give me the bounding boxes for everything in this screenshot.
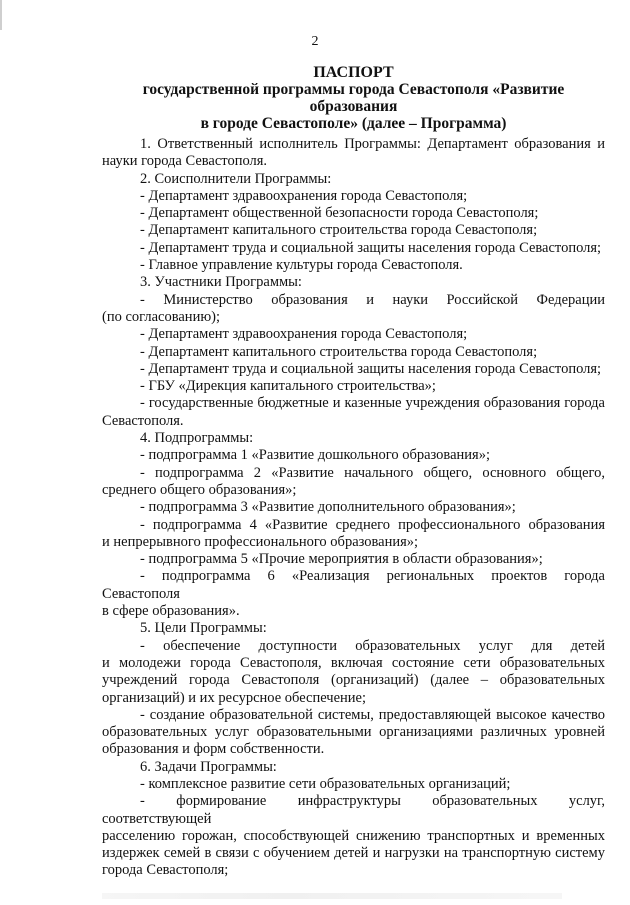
scan-edge-mark — [0, 0, 2, 30]
text-line: издержек семей в связи с обучением детей и нагрузки на транспортную систему — [102, 845, 605, 862]
title-line-1: ПАСПОРТ — [313, 64, 394, 81]
text-line: - Департамент общественной безопасности города Севастополя; — [140, 205, 539, 222]
text-line: - обеспечение доступности образовательных услуг для детей — [140, 637, 605, 654]
text-line: - создание образовательной системы, предоставляющей высокое качество — [140, 706, 605, 723]
text-line: - формирование инфраструктуры образовательных услуг, соответствующей — [102, 793, 605, 827]
text-line: 6. Задачи Программы: — [140, 758, 277, 775]
text-line: образовательных услуг образовательными организациями различных уровней — [102, 724, 605, 741]
text-line: - подпрограмма 4 «Развитие среднего профессионального образования — [140, 516, 605, 533]
text-line: - Департамент труда и социальной защиты населения города Севастополя; — [140, 239, 602, 256]
text-line: - ГБУ «Дирекция капитального строительства»; — [140, 378, 436, 395]
text-line: (по согласованию); — [102, 308, 221, 325]
text-line: - государственные бюджетные и казенные учреждения образования города — [140, 395, 605, 412]
text-line: - Департамент здравоохранения города Севастополя; — [140, 326, 468, 343]
text-line: науки города Севастополя. — [102, 153, 268, 170]
next-line-bleed — [102, 893, 562, 899]
text-line: организаций) и их ресурсное обеспечение; — [102, 689, 367, 706]
text-line: и непрерывного профессионального образования»; — [102, 533, 419, 550]
text-line: 5. Цели Программы: — [140, 620, 267, 637]
text-line: Севастополя. — [102, 412, 184, 429]
text-line: и молодежи города Севастополя, включая состояние сети образовательных — [102, 654, 605, 671]
text-line: 4. Подпрограммы: — [140, 430, 254, 447]
text-line: - Департамент труда и социальной защиты населения города Севастополя; — [140, 360, 602, 377]
title-line-2: государственной программы города Севастополя «Развитие образования — [142, 81, 565, 115]
text-line: - Министерство образования и науки Российской Федерации — [140, 291, 605, 308]
text-line: 1. Ответственный исполнитель Программы: Департамент образования и — [140, 136, 605, 152]
text-line: - комплексное развитие сети образовательных организаций; — [140, 775, 511, 792]
text-line: - подпрограмма 5 «Прочие мероприятия в области образования»; — [140, 551, 543, 568]
text-line: 3. Участники Программы: — [140, 274, 302, 291]
text-line: расселению горожан, способствующей снижению транспортных и временных — [102, 827, 605, 844]
text-line: - Главное управление культуры города Севастополя. — [140, 257, 463, 274]
text-line: - подпрограмма 6 «Реализация региональных проектов города Севастополя — [102, 568, 605, 602]
text-line: среднего общего образования»; — [102, 481, 297, 498]
text-line: учреждений города Севастополя (организаций) (далее – образовательных — [102, 672, 605, 689]
document-body — [102, 136, 605, 880]
text-line: образования и форм собственности. — [102, 741, 325, 758]
text-line: - Департамент капитального строительства города Севастополя; — [140, 222, 538, 239]
title-line-3: в городе Севастополе» (далее – Программа) — [200, 115, 507, 132]
text-line: города Севастополя; — [102, 862, 229, 879]
text-line: - Департамент здравоохранения города Севастополя; — [140, 187, 468, 204]
text-line: - подпрограмма 1 «Развитие дошкольного образования»; — [140, 447, 490, 464]
text-line: в сфере образования». — [102, 603, 240, 620]
document-title — [102, 64, 605, 132]
text-line: - подпрограмма 3 «Развитие дополнительного образования»; — [140, 499, 516, 516]
text-line: - Департамент капитального строительства города Севастополя; — [140, 343, 538, 360]
text-line: - подпрограмма 2 «Развитие начального общего, основного общего, — [140, 464, 605, 481]
text-line: 2. Соисполнители Программы: — [140, 170, 332, 187]
page-number: 2 — [311, 34, 319, 49]
